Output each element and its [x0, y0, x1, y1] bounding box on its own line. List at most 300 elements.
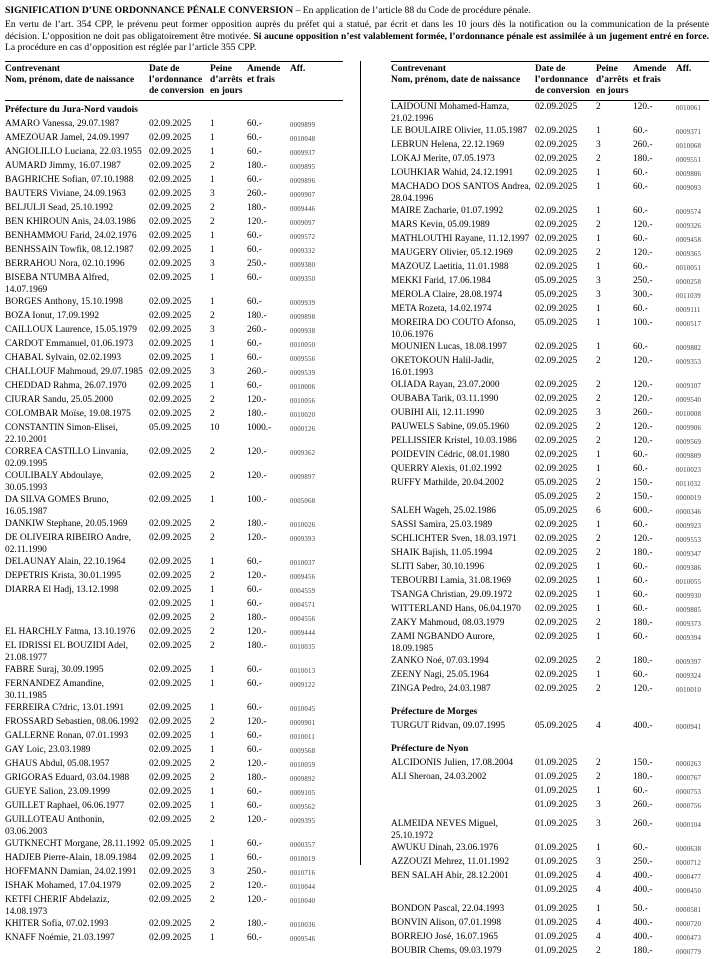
aff-number: 0009569	[675, 439, 702, 447]
fine-amount: 180.-	[247, 311, 267, 322]
contrevenant-name: FERNANDEZ Amandine, 30.11.1985	[5, 679, 104, 702]
row-entry	[535, 931, 709, 945]
row-entry	[149, 324, 343, 338]
contrevenant-name: EL IDRISSI EL BOUZIDI Adel, 21.08.1977	[5, 641, 128, 664]
aff-number: 0009458	[675, 237, 702, 245]
aff-number: 0010055	[675, 579, 702, 587]
fine-amount: 120.-	[247, 717, 267, 728]
conversion-date: 02.09.2025	[534, 102, 578, 113]
row-entries	[149, 626, 343, 640]
row-entry	[535, 617, 709, 631]
fine-amount: 180.-	[632, 946, 653, 957]
row-entry	[149, 272, 343, 286]
conversion-date: 01.09.2025	[534, 819, 578, 830]
row-entry	[535, 799, 709, 813]
table-row	[391, 341, 709, 355]
conversion-date: 02.09.2025	[149, 353, 192, 364]
arrest-days: 4	[595, 871, 601, 882]
table-row	[391, 355, 709, 379]
arrest-days: 2	[595, 154, 601, 165]
aff-number: 0009568	[290, 748, 316, 756]
row-entry	[149, 584, 343, 598]
aff-number: 0009456	[290, 574, 316, 582]
fine-amount: 150.-	[632, 492, 653, 503]
fine-amount: 120.-	[247, 533, 267, 544]
row-entries	[535, 275, 709, 289]
aff-number: 0010050	[290, 342, 316, 350]
row-entries	[535, 477, 709, 505]
row-entry	[535, 945, 709, 959]
contrevenant-name: BOUBIR Chems, 09.03.1979	[390, 946, 502, 957]
fine-amount: 120.-	[247, 395, 267, 406]
aff-number: 0009353	[675, 359, 702, 367]
conversion-date: 02.09.2025	[149, 759, 192, 770]
row-entry	[535, 903, 709, 917]
arrest-days: 1	[210, 353, 215, 364]
contrevenant-name: MEKKI Farid, 17.06.1984	[390, 276, 491, 287]
contrevenant-name: LAIDOUNI Mohamed-Hamza, 21.02.1996	[390, 102, 510, 125]
row-entries	[149, 324, 343, 338]
row-entries	[535, 603, 709, 617]
aff-number: 0010023	[675, 467, 702, 475]
row-entries	[149, 258, 343, 272]
row-entries	[535, 720, 709, 734]
row-entry	[535, 561, 709, 575]
arrest-days: 2	[595, 758, 601, 769]
table-row	[5, 324, 343, 338]
conversion-date: 02.09.2025	[149, 495, 192, 506]
fine-amount: 60.-	[632, 262, 648, 273]
row-entries	[149, 838, 343, 852]
arrest-days: 3	[210, 325, 215, 336]
conversion-date: 02.09.2025	[149, 409, 192, 420]
fine-amount: 120.-	[247, 627, 267, 638]
table-row	[391, 477, 709, 505]
row-entries	[149, 408, 343, 422]
conversion-date: 02.09.2025	[149, 175, 192, 186]
row-entries	[149, 470, 343, 494]
arrest-days: 1	[210, 175, 215, 186]
arrest-days: 2	[595, 946, 601, 957]
arrest-days: 2	[210, 759, 215, 770]
row-entry	[535, 219, 709, 233]
conversion-date: 02.09.2025	[534, 356, 578, 367]
aff-number: 0010010	[675, 687, 702, 695]
header-date: Date de l’ordonnance de conversion	[149, 64, 204, 97]
fine-amount: 100.-	[632, 318, 653, 329]
row-entry	[149, 800, 343, 814]
table-row	[5, 570, 343, 584]
contrevenant-name: BAUTERS Viviane, 24.09.1963	[5, 189, 126, 200]
arrest-days: 2	[595, 534, 601, 545]
row-entry	[535, 669, 709, 683]
conversion-date: 02.09.2025	[149, 641, 192, 652]
conversion-date: 02.09.2025	[149, 571, 192, 582]
aff-number: 0009373	[675, 621, 702, 629]
conversion-date: 02.09.2025	[534, 534, 578, 545]
contrevenant-name: GUILLOTEAU Anthonin, 03.06.2003	[5, 815, 105, 838]
arrest-days: 1	[210, 495, 215, 506]
table-row	[391, 435, 709, 449]
row-entries	[535, 945, 709, 959]
row-entry	[149, 338, 343, 352]
contrevenant-name: OUBIHI Ali, 12.11.1990	[390, 408, 485, 419]
row-entries	[149, 230, 343, 244]
fine-amount: 180.-	[247, 641, 267, 652]
aff-number: 0010013	[290, 668, 316, 676]
arrest-days: 3	[595, 276, 601, 287]
table-row	[5, 272, 343, 296]
table-row	[5, 932, 343, 946]
row-entry	[149, 532, 343, 546]
conversion-date: 02.09.2025	[149, 919, 192, 930]
contrevenant-name: BORREJO José, 16.07.1965	[390, 932, 498, 943]
aff-number: 0000477	[675, 874, 702, 882]
table-row	[391, 617, 709, 631]
row-entries	[149, 866, 343, 880]
table-row	[5, 258, 343, 272]
table-row	[391, 505, 709, 519]
contrevenant-name: ZAMI NGBANDO Aurore, 18.09.1985	[390, 632, 495, 655]
arrest-days: 2	[210, 881, 215, 892]
conversion-date: 02.09.2025	[149, 895, 192, 906]
contrevenant-name: ISHAK Mohamed, 17.04.1979	[5, 881, 121, 892]
row-entries	[535, 247, 709, 261]
row-entry	[535, 341, 709, 355]
conversion-date: 02.09.2025	[149, 245, 192, 256]
contrevenant-name: BONDON Pascal, 22.04.1993	[390, 904, 505, 915]
aff-number: 0009093	[675, 185, 702, 193]
row-entries	[149, 518, 343, 532]
table-row	[391, 261, 709, 275]
conversion-date: 01.09.2025	[534, 885, 578, 896]
aff-number: 0009097	[290, 220, 316, 228]
aff-number: 0000104	[675, 822, 702, 830]
row-entry	[149, 852, 343, 866]
fine-amount: 180.-	[632, 548, 653, 559]
contrevenant-name: COULIBALY Abdoulaye, 30.05.1993	[5, 471, 104, 494]
row-entries	[535, 917, 709, 931]
contrevenant-name: BOZA Ionut, 17.09.1992	[5, 311, 100, 322]
arrest-days: 1	[210, 273, 215, 284]
contrevenant-name: QUERRY Alexis, 01.02.1992	[390, 464, 502, 475]
arrest-days: 2	[210, 919, 215, 930]
table-row	[5, 296, 343, 310]
row-entries	[535, 153, 709, 167]
contrevenant-name: GUEYE Salion, 23.09.1999	[5, 787, 110, 798]
arrest-days: 2	[210, 773, 215, 784]
contrevenant-name: ZINGA Pedro, 24.03.1987	[390, 684, 491, 695]
conversion-date: 02.09.2025	[149, 773, 192, 784]
conversion-date: 02.09.2025	[149, 395, 192, 406]
conversion-date: 02.09.2025	[149, 119, 192, 130]
contrevenant-name: DANKIW Stephane, 20.05.1969	[5, 519, 128, 530]
contrevenant-name: SALEH Wageh, 25.02.1986	[390, 506, 496, 517]
contrevenant-name: BORGES Anthony, 15.10.1998	[5, 297, 123, 308]
arrest-days: 1	[595, 786, 601, 797]
row-entries	[535, 317, 709, 341]
conversion-date: 02.09.2025	[149, 613, 192, 624]
contrevenant-name: DE OLIVEIRA RIBEIRO Andre, 02.11.1990	[5, 533, 132, 556]
header-fine: Amende et frais	[632, 64, 667, 86]
row-entry	[535, 233, 709, 247]
header-days: Peine d’arrêts en jours	[210, 64, 243, 97]
row-entries	[149, 494, 343, 518]
aff-number: 0009923	[675, 523, 702, 531]
aff-number: 0000357	[290, 842, 316, 850]
table-row	[391, 669, 709, 683]
fine-amount: 260.-	[247, 189, 267, 200]
contrevenant-name: TURGUT Ridvan, 09.07.1995	[390, 721, 506, 732]
aff-number: 0010056	[290, 398, 316, 406]
fine-amount: 180.-	[632, 656, 653, 667]
row-entry	[535, 491, 709, 505]
row-entry	[535, 884, 709, 898]
fine-amount: 180.-	[247, 161, 267, 172]
conversion-date: 02.09.2025	[149, 189, 192, 200]
conversion-date: 01.09.2025	[534, 843, 578, 854]
fine-amount: 120.-	[632, 356, 653, 367]
arrest-days: 1	[210, 147, 215, 158]
fine-amount: 1000.-	[247, 423, 272, 434]
row-entries	[149, 932, 343, 946]
document-title-bold: SIGNIFICATION D’UNE ORDONNANCE PÉNALE CONVERSION	[5, 5, 294, 16]
table-row	[391, 219, 709, 233]
row-entry	[149, 494, 343, 508]
conversion-date: 02.09.2025	[149, 815, 192, 826]
arrest-days: 1	[595, 206, 601, 217]
conversion-date: 02.09.2025	[149, 217, 192, 228]
aff-number: 0009939	[290, 300, 316, 308]
arrest-days: 2	[595, 102, 601, 113]
aff-number: 0009897	[290, 474, 316, 482]
row-entry	[149, 230, 343, 244]
arrest-days: 2	[210, 161, 215, 172]
row-entries	[535, 771, 709, 813]
arrest-days: 1	[210, 703, 215, 714]
arrest-days: 2	[595, 248, 601, 259]
contrevenant-name: ALMEIDA NEVES Miguel, 25.10.1972	[390, 819, 498, 842]
row-entries	[149, 188, 343, 202]
row-entries	[535, 205, 709, 219]
contrevenant-name: MOUNIEN Lucas, 18.08.1997	[390, 342, 507, 353]
contrevenant-name: OUBABA Tarik, 03.11.1990	[390, 394, 499, 405]
fine-amount: 180.-	[632, 772, 653, 783]
row-entries	[149, 272, 343, 296]
contrevenant-name: META Rozeta, 14.02.1974	[390, 304, 492, 315]
aff-number: 0010036	[290, 922, 316, 930]
fine-amount: 120.-	[247, 815, 267, 826]
arrest-days: 4	[595, 932, 601, 943]
table-row	[5, 880, 343, 894]
table-row	[391, 233, 709, 247]
row-entry	[535, 355, 709, 369]
arrest-days: 2	[210, 311, 215, 322]
row-entries	[535, 421, 709, 435]
contrevenant-name: WITTERLAND Hans, 06.04.1970	[390, 604, 521, 615]
contrevenant-name: KHITER Sofia, 07.02.1993	[5, 919, 109, 930]
conversion-date: 02.09.2025	[534, 632, 578, 643]
table-row	[5, 866, 343, 880]
aff-number: 0009892	[290, 776, 316, 784]
arrest-days: 2	[210, 447, 215, 458]
fine-amount: 300.-	[632, 290, 653, 301]
row-entry	[149, 716, 343, 730]
fine-amount: 60.-	[632, 182, 648, 193]
fine-amount: 120.-	[247, 759, 267, 770]
table-row	[391, 533, 709, 547]
row-entry	[149, 352, 343, 366]
row-entry	[149, 366, 343, 380]
header-aff: Aff.	[675, 64, 692, 75]
arrest-days: 3	[595, 140, 601, 151]
row-entries	[149, 202, 343, 216]
contrevenant-name: KETFI CHERIF Abdelaziz, 14.08.1973	[5, 895, 110, 918]
fine-amount: 60.-	[247, 703, 262, 714]
row-entries	[149, 366, 343, 380]
contrevenant-name: DEPETRIS Krista, 30.01.1995	[5, 571, 121, 582]
fine-amount: 60.-	[247, 665, 262, 676]
table-row	[5, 518, 343, 532]
arrest-days: 3	[595, 800, 601, 811]
arrest-days: 2	[595, 492, 601, 503]
contrevenant-name: CONSTANTIN Simon-Elisei, 22.10.2001	[5, 423, 118, 446]
arrest-days: 2	[210, 895, 215, 906]
arrest-days: 1	[210, 245, 215, 256]
header-fine: Amende et frais	[247, 64, 281, 86]
table-row	[391, 931, 709, 945]
document-title	[5, 5, 709, 17]
row-entries	[149, 296, 343, 310]
fine-amount: 60.-	[632, 520, 648, 531]
contrevenant-name: FERREIRA C?dric, 13.01.1991	[5, 703, 125, 714]
conversion-date: 02.09.2025	[149, 867, 192, 878]
aff-number: 0009326	[675, 223, 702, 231]
arrest-days: 2	[595, 548, 601, 559]
fine-amount: 150.-	[632, 478, 653, 489]
table-row	[391, 205, 709, 219]
row-entry	[149, 866, 343, 880]
conversion-date: 02.09.2025	[534, 576, 578, 587]
aff-number: 0009885	[675, 607, 702, 615]
contrevenant-name: AWUKU Dinah, 23.06.1976	[390, 843, 499, 854]
table-body-left	[5, 104, 343, 946]
contrevenant-name: MACHADO DOS SANTOS Andrea, 28.04.1996	[390, 182, 531, 205]
aff-number: 0000473	[675, 935, 702, 943]
conversion-date: 05.09.2025	[534, 478, 578, 489]
row-entry	[149, 118, 343, 132]
fine-amount: 120.-	[247, 447, 267, 458]
row-entry	[149, 174, 343, 188]
row-entry	[149, 640, 343, 654]
aff-number: 0009324	[675, 673, 702, 681]
row-entries	[149, 422, 343, 446]
arrest-days: 3	[210, 867, 215, 878]
fine-amount: 600.-	[632, 506, 653, 517]
contrevenant-name: PAUWELS Sabine, 09.05.1960	[390, 422, 510, 433]
aff-number: 0000581	[675, 907, 702, 915]
aff-number: 0009899	[290, 122, 316, 130]
table-header-left	[5, 61, 343, 101]
table-row	[391, 181, 709, 205]
table-row	[5, 216, 343, 230]
aff-number: 0009380	[290, 262, 316, 270]
aff-number: 0009546	[290, 936, 316, 944]
conversion-date: 05.09.2025	[534, 290, 578, 301]
arrest-days: 2	[210, 203, 215, 214]
row-entry	[535, 505, 709, 519]
arrest-days: 1	[595, 304, 601, 315]
conversion-date: 02.09.2025	[149, 259, 192, 270]
arrest-days: 1	[595, 520, 601, 531]
aff-number: 0009350	[290, 276, 316, 284]
header-contrevenant	[391, 64, 535, 97]
row-entries	[535, 355, 709, 379]
arrest-days: 4	[595, 885, 601, 896]
table-row	[5, 758, 343, 772]
conversion-date: 01.09.2025	[534, 932, 578, 943]
row-entry	[535, 449, 709, 463]
aff-number: 0010040	[290, 898, 316, 906]
fine-amount: 180.-	[247, 613, 267, 624]
conversion-date: 02.09.2025	[149, 585, 192, 596]
row-entry	[149, 202, 343, 216]
arrest-days: 1	[210, 381, 215, 392]
aff-number: 0010037	[290, 560, 316, 568]
row-entry	[149, 310, 343, 324]
contrevenant-name: TSANGA Christian, 29.09.1972	[390, 590, 513, 601]
fine-amount: 60.-	[247, 585, 262, 596]
fine-amount: 180.-	[247, 409, 267, 420]
conversion-date: 02.09.2025	[534, 234, 578, 245]
row-entries	[149, 446, 343, 470]
arrest-days: 2	[595, 618, 601, 629]
conversion-date: 02.09.2025	[534, 140, 578, 151]
row-entries	[535, 181, 709, 205]
row-entries	[149, 174, 343, 188]
fine-amount: 60.-	[247, 731, 262, 742]
row-entry	[149, 678, 343, 692]
row-entries	[535, 125, 709, 139]
arrest-days: 2	[210, 409, 215, 420]
row-entries	[149, 244, 343, 258]
conversion-date: 02.09.2025	[534, 380, 578, 391]
row-entries	[535, 870, 709, 898]
table-row	[5, 532, 343, 556]
row-entries	[535, 683, 709, 697]
contrevenant-name: GAY Loic, 23.03.1989	[5, 745, 91, 756]
aff-number: 0000756	[675, 803, 702, 811]
arrest-days: 3	[210, 189, 215, 200]
row-entry	[535, 435, 709, 449]
fine-amount: 60.-	[632, 234, 648, 245]
contrevenant-name: KNAFF Noémie, 21.03.1997	[5, 933, 115, 944]
arrest-days: 1	[210, 557, 215, 568]
contrevenant-name: ZAKY Mahmoud, 08.03.1979	[390, 618, 505, 629]
table-row	[391, 631, 709, 655]
contrevenant-name: EL HARCHLY Fatma, 13.10.1976	[5, 627, 136, 638]
arrest-days: 4	[595, 918, 601, 929]
row-entry	[149, 422, 343, 436]
table-row	[5, 188, 343, 202]
arrest-days: 2	[210, 395, 215, 406]
arrest-days: 2	[210, 613, 215, 624]
aff-number: 0000346	[675, 509, 702, 517]
arrest-days: 2	[210, 571, 215, 582]
row-entry	[535, 842, 709, 856]
table-row	[5, 160, 343, 174]
row-entries	[535, 757, 709, 771]
